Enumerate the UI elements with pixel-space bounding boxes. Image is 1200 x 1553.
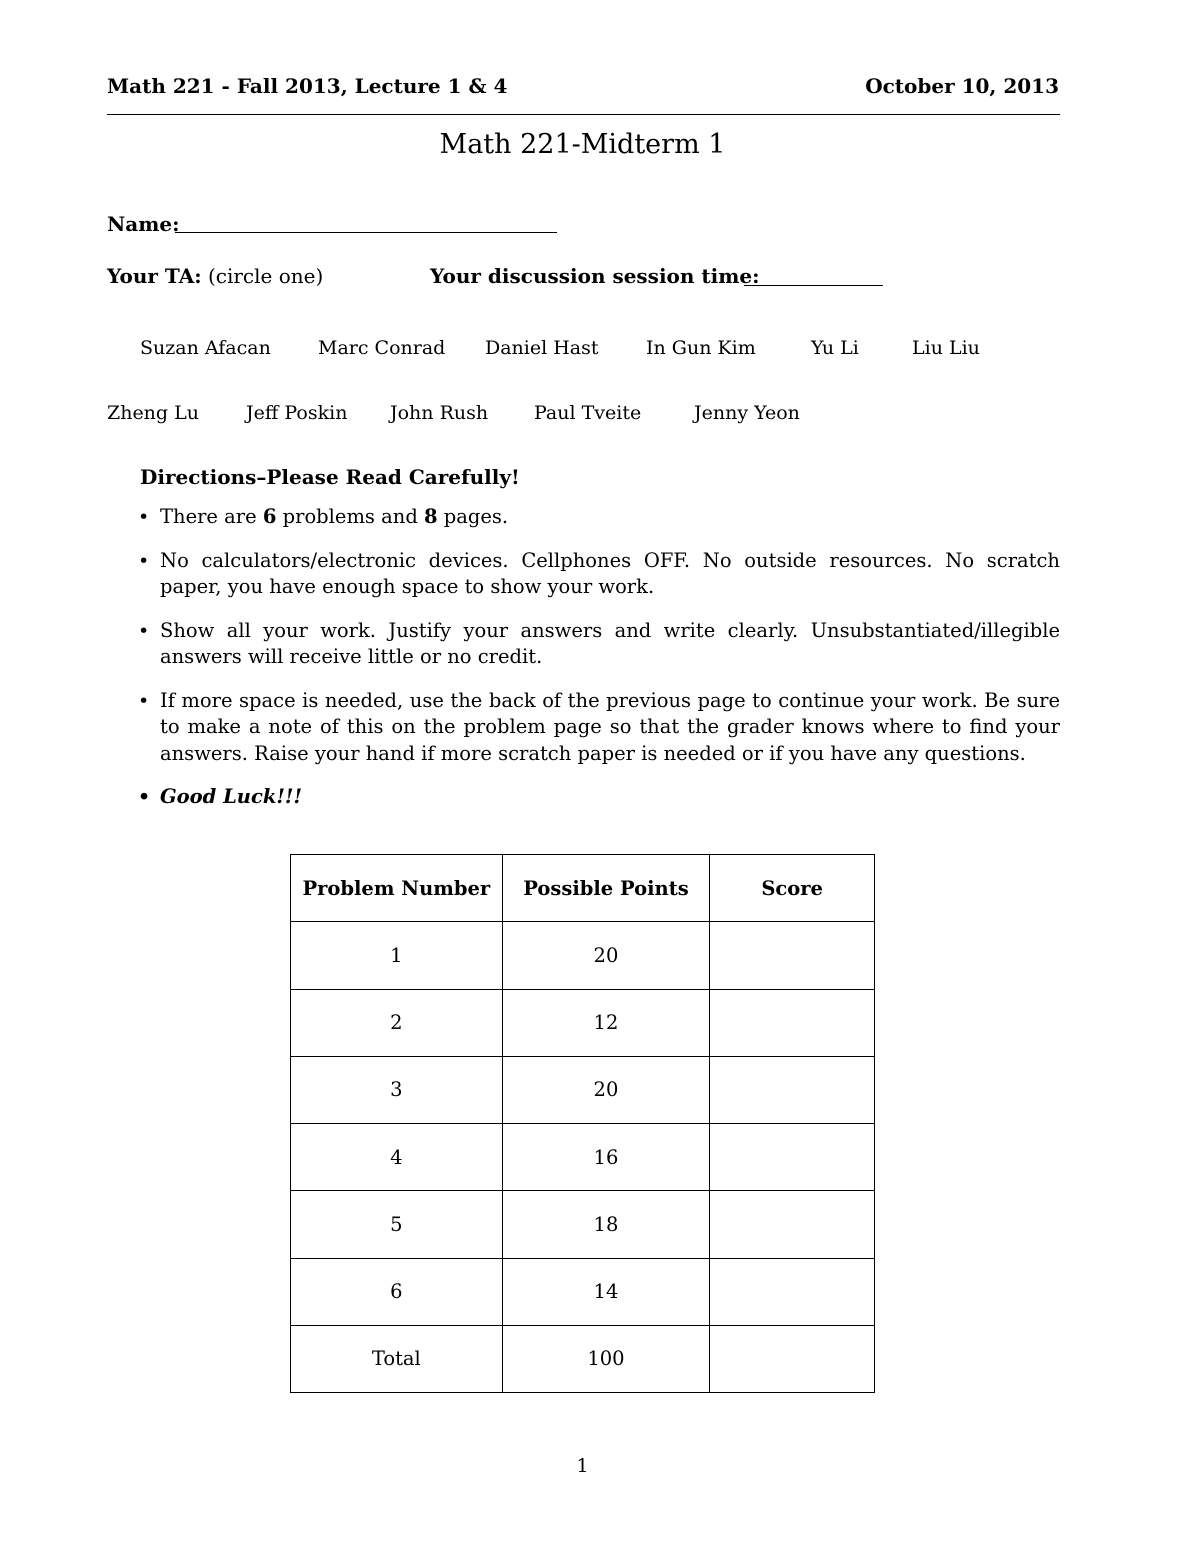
page-number: 1: [576, 1455, 589, 1477]
ta-option[interactable]: In Gun Kim: [646, 337, 756, 359]
total-score-cell[interactable]: [710, 1325, 875, 1392]
total-row: [291, 1325, 875, 1392]
problem-number: 1: [291, 922, 503, 989]
exam-date: October 10, 2013: [865, 74, 1059, 98]
exam-title: Math 221-Midterm 1: [439, 129, 726, 160]
possible-points: 18: [502, 1191, 710, 1258]
ta-line: [107, 264, 323, 288]
ta-option[interactable]: Yu Li: [811, 337, 859, 359]
possible-points: 12: [502, 989, 710, 1056]
ta-option[interactable]: Jeff Poskin: [246, 402, 348, 424]
possible-points: 20: [502, 922, 710, 989]
total-points: 100: [502, 1325, 710, 1392]
problem-number: 2: [291, 989, 503, 1056]
ta-option[interactable]: Marc Conrad: [318, 337, 446, 359]
course-header: Math 221 - Fall 2013, Lecture 1 & 4: [107, 74, 508, 98]
table-row: [291, 989, 875, 1056]
directions-list: [140, 504, 1060, 828]
session-blank[interactable]: [744, 285, 883, 286]
column-header: Score: [710, 855, 875, 922]
name-label: Name:: [107, 212, 180, 236]
possible-points: 20: [502, 1056, 710, 1123]
problem-number: 4: [291, 1124, 503, 1191]
table-row: [291, 1191, 875, 1258]
column-header: Problem Number: [291, 855, 503, 922]
table-row: [291, 1258, 875, 1325]
score-cell[interactable]: [710, 1191, 875, 1258]
ta-option[interactable]: Daniel Hast: [485, 337, 599, 359]
ta-hint: (circle one): [207, 264, 324, 288]
ta-option[interactable]: Jenny Yeon: [694, 402, 800, 424]
score-cell[interactable]: [710, 1056, 875, 1123]
score-table: [290, 854, 875, 1393]
score-cell[interactable]: [710, 922, 875, 989]
ta-option[interactable]: Suzan Afacan: [140, 337, 271, 359]
problem-number: 6: [291, 1258, 503, 1325]
problem-number: 5: [291, 1191, 503, 1258]
table-row: [291, 1124, 875, 1191]
header-rule: [107, 114, 1060, 115]
direction-item: • Good Luck!!!: [140, 784, 1060, 811]
possible-points: 16: [502, 1124, 710, 1191]
name-blank[interactable]: [175, 232, 557, 233]
direction-item: • If more space is needed, use the back of the previous page to continue your work. Be sure to make a note of this on the problem page so that the grader knows where to find your answers. Raise your hand if more scratch paper is needed or if you have any questions.: [140, 688, 1060, 768]
total-label: Total: [291, 1325, 503, 1392]
column-header: Possible Points: [502, 855, 710, 922]
ta-label: Your TA:: [107, 264, 202, 288]
directions-heading: Directions–Please Read Carefully!: [140, 465, 520, 489]
table-row: [291, 1056, 875, 1123]
ta-option[interactable]: Paul Tveite: [534, 402, 642, 424]
score-cell[interactable]: [710, 989, 875, 1056]
direction-item: • No calculators/electronic devices. Cellphones OFF. No outside resources. No scratch paper, you have enough space to show your work.: [140, 548, 1060, 601]
ta-option[interactable]: Liu Liu: [912, 337, 980, 359]
table-header-row: [291, 855, 875, 922]
score-cell[interactable]: [710, 1124, 875, 1191]
score-cell[interactable]: [710, 1258, 875, 1325]
session-label: Your discussion session time:: [430, 264, 760, 288]
ta-option[interactable]: John Rush: [390, 402, 489, 424]
direction-item: • Show all your work. Justify your answers and write clearly. Unsubstantiated/illegible answers will receive little or no credit.: [140, 618, 1060, 671]
possible-points: 14: [502, 1258, 710, 1325]
ta-option[interactable]: Zheng Lu: [107, 402, 199, 424]
table-row: [291, 922, 875, 989]
direction-item: • There are 6 problems and 8 pages.: [140, 504, 1060, 531]
problem-number: 3: [291, 1056, 503, 1123]
